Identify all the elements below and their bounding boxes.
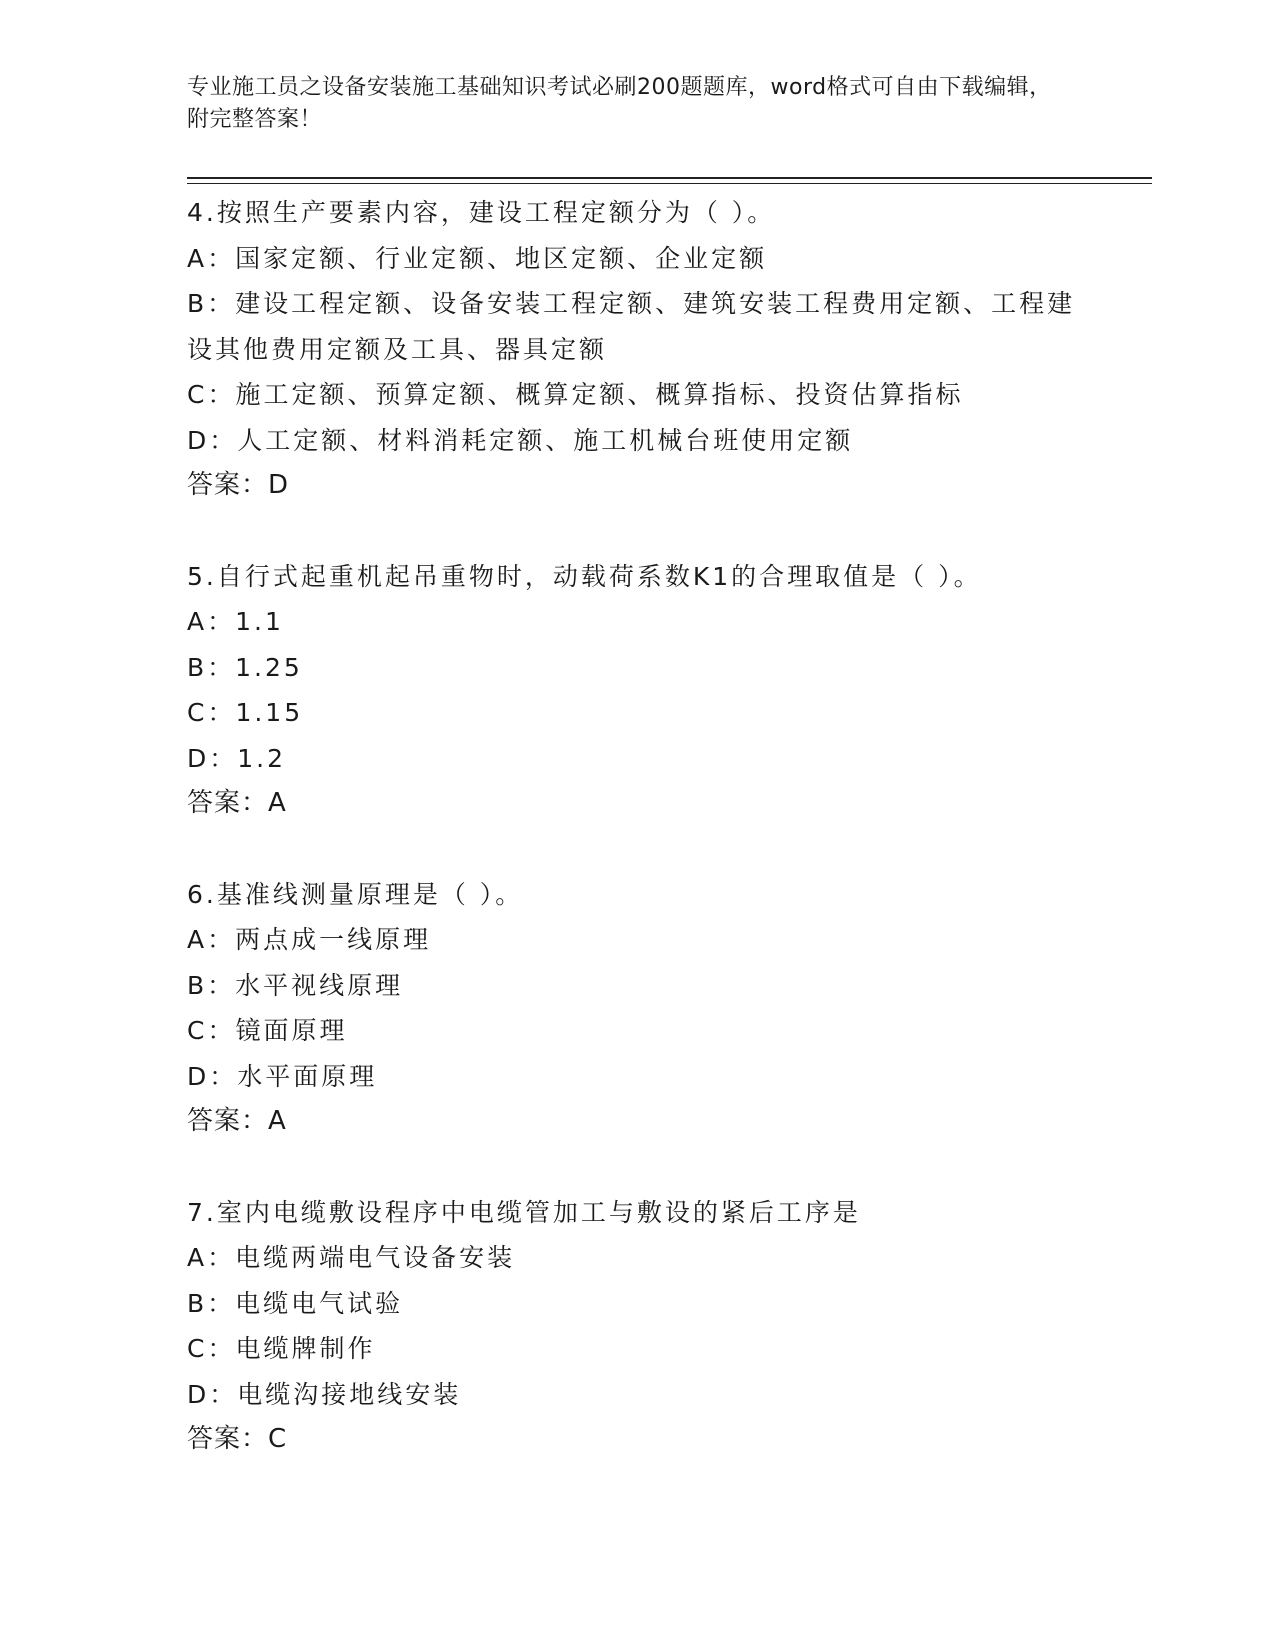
answer: 答案：A: [187, 1106, 287, 1136]
option-b: B：电缆电气试验: [187, 1288, 404, 1318]
option-b: B：1.25: [187, 652, 303, 682]
answer: 答案：C: [187, 1424, 288, 1454]
option-d: D：1.2: [187, 743, 287, 773]
document-header: 专业施工员之设备安装施工基础知识考试必刷200题题库，word格式可自由下载编辑，附完整答案！: [187, 75, 1052, 132]
option-c: C：镜面原理: [187, 1016, 348, 1045]
question-item: [187, 190, 1087, 509]
answer: 答案：D: [187, 470, 290, 500]
option-a: A：国家定额、行业定额、地区定额、企业定额: [187, 243, 768, 273]
option-d: D：人工定额、材料消耗定额、施工机械台班使用定额: [187, 425, 854, 455]
question-stem: 6.基准线测量原理是（ ）。: [187, 879, 524, 909]
option-b: B：水平视线原理: [187, 970, 404, 1000]
option-b: B：建设工程定额、设备安装工程定额、建筑安装工程费用定额、工程建设其他费用定额及工具、器具定额: [187, 289, 1076, 364]
header-rule-thin: [187, 183, 1152, 184]
question-stem: 7.室内电缆敷设程序中电缆管加工与敷设的紧后工序是: [187, 1197, 861, 1227]
option-a: A：1.1: [187, 607, 284, 636]
question-item: [187, 1190, 1087, 1463]
question-stem: 4.按照生产要素内容，建设工程定额分为（ ）。: [187, 198, 776, 227]
option-c: C：1.15: [187, 698, 304, 727]
header-rule-thick: [187, 177, 1152, 179]
option-d: D：水平面原理: [187, 1061, 378, 1091]
option-a: A：电缆两端电气设备安装: [187, 1243, 516, 1272]
question-item: [187, 554, 1087, 827]
answer: 答案：A: [187, 788, 287, 818]
option-a: A：两点成一线原理: [187, 925, 432, 954]
option-c: C：电缆牌制作: [187, 1334, 376, 1363]
question-item: [187, 872, 1087, 1145]
option-c: C：施工定额、预算定额、概算定额、概算指标、投资估算指标: [187, 380, 964, 409]
option-d: D：电缆沟接地线安装: [187, 1379, 462, 1409]
question-stem: 5.自行式起重机起吊重物时，动载荷系数K1的合理取值是（ ）。: [187, 561, 982, 591]
question-list: [187, 190, 1087, 1508]
